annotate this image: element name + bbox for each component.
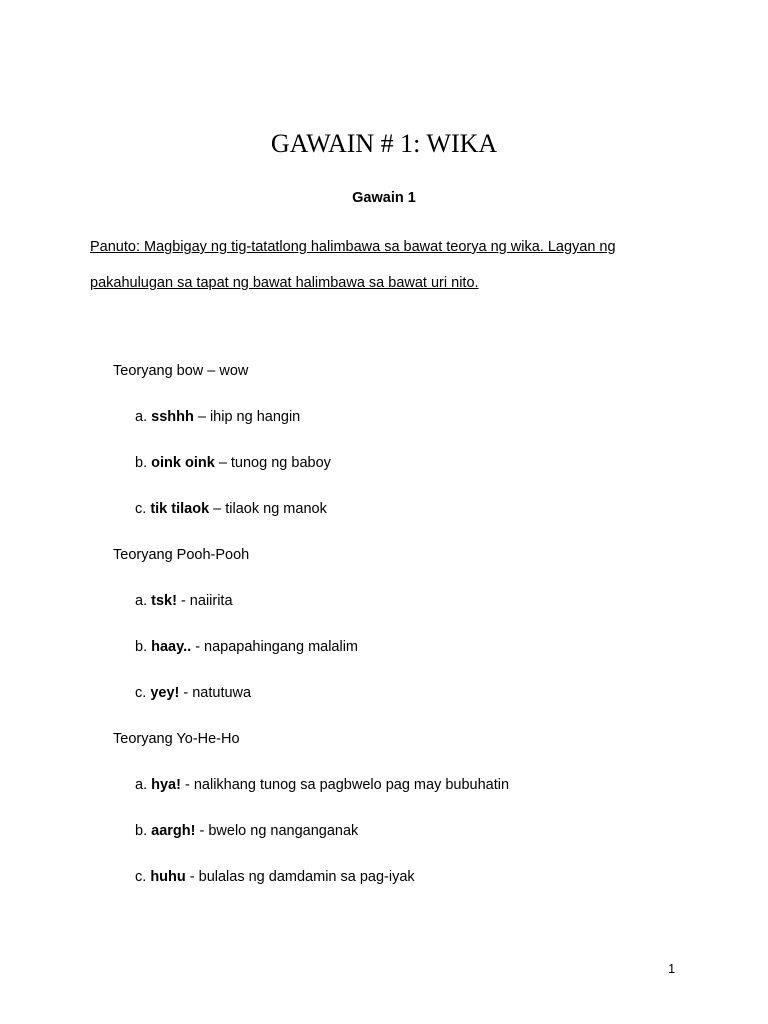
list-item [113, 451, 713, 497]
list-item [113, 405, 713, 451]
item-meaning: - napapahingang malalim [195, 639, 359, 655]
item-meaning: – tunog ng baboy [218, 455, 331, 471]
page-subtitle: Gawain 1 [352, 190, 416, 206]
item-term: hya! [151, 777, 181, 793]
item-letter: a. [135, 409, 148, 425]
list-item [113, 865, 713, 911]
item-meaning: - natutuwa [183, 685, 252, 701]
item-term: sshhh [151, 409, 194, 425]
item-letter: a. [135, 777, 148, 793]
instructions-text: Panuto: Magbigay ng tig-tatatlong halimbawa sa bawat teorya ng wika. Lagyan ng pakahulugan sa tapat ng bawat halimbawa sa bawat uri nito. [90, 239, 616, 291]
item-term: haay.. [151, 639, 192, 655]
item-letter: b. [135, 639, 148, 655]
item-letter: c. [135, 869, 147, 885]
item-meaning: - nalikhang tunog sa pagbwelo pag may bubuhatin [184, 777, 510, 793]
item-meaning: - naiirita [180, 593, 233, 609]
item-meaning: – ihip ng hangin [197, 409, 301, 425]
list-item [113, 773, 713, 819]
item-term: tsk! [151, 593, 177, 609]
list-item [113, 635, 713, 681]
item-term: aargh! [151, 823, 196, 839]
section-title: Teoryang bow – wow [113, 363, 249, 379]
item-letter: b. [135, 823, 148, 839]
item-letter: c. [135, 685, 147, 701]
item-meaning: - bulalas ng damdamin sa pag-iyak [189, 869, 415, 885]
list-item [113, 819, 713, 865]
page-number: 1 [668, 961, 676, 976]
item-term: huhu [150, 869, 186, 885]
item-letter: c. [135, 501, 147, 517]
theory-sections [113, 359, 713, 911]
section-title: Teoryang Yo-He-Ho [113, 731, 240, 747]
page-title: GAWAIN # 1: WIKA [270, 129, 498, 158]
item-meaning: - bwelo ng nanganganak [199, 823, 359, 839]
item-meaning: – tilaok ng manok [213, 501, 327, 517]
list-item [113, 589, 713, 635]
section-title: Teoryang Pooh-Pooh [113, 547, 250, 563]
list-item [113, 681, 713, 727]
item-letter: b. [135, 455, 148, 471]
item-term: tik tilaok [150, 501, 210, 517]
list-item [113, 497, 713, 543]
item-term: oink oink [151, 455, 215, 471]
item-letter: a. [135, 593, 148, 609]
item-term: yey! [150, 685, 180, 701]
